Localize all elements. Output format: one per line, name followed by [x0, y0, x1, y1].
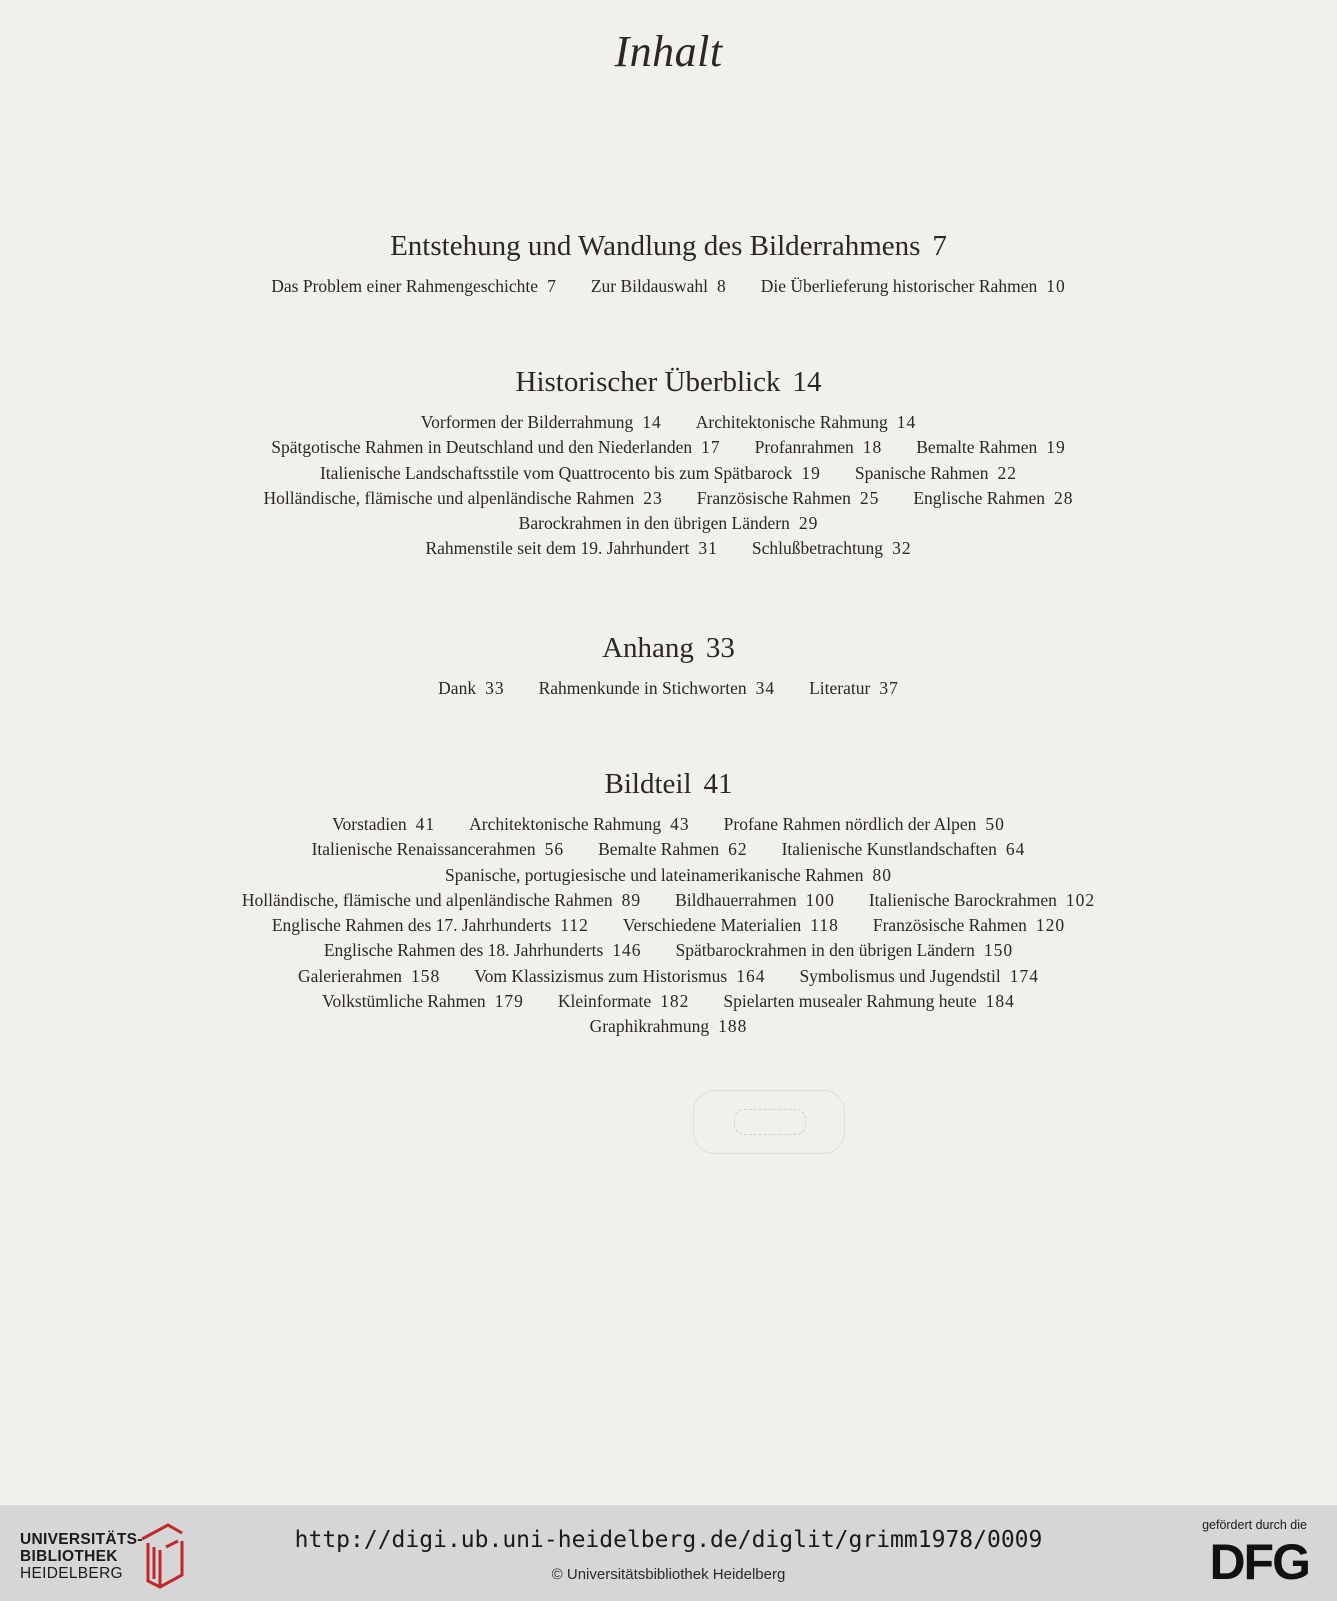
toc-entry — [697, 486, 880, 511]
library-stamp — [693, 1090, 845, 1154]
toc-entry-label: Profanrahmen — [754, 437, 854, 458]
section-heading — [0, 630, 1337, 666]
toc-line — [0, 410, 1337, 435]
copyright-notice: © Universitätsbibliothek Heidelberg — [551, 1566, 786, 1583]
toc-entry — [271, 435, 720, 460]
toc-line — [0, 486, 1337, 511]
toc-entry-label: Bemalte Rahmen — [916, 437, 1038, 458]
toc-entry — [263, 486, 662, 511]
toc-entry-label: Italienische Kunstlandschaften — [781, 839, 997, 860]
toc-entry-page: 120 — [1035, 915, 1066, 936]
toc-entry-label: Die Überlieferung historischer Rahmen — [760, 276, 1038, 296]
toc-entry — [623, 913, 839, 938]
toc-entry — [445, 863, 892, 888]
toc-entry-page: 146 — [612, 940, 642, 961]
dfg-logo: DFG — [1209, 1534, 1309, 1590]
toc-entry-label: Architektonische Rahmung — [695, 412, 888, 432]
toc-entry — [332, 812, 435, 837]
toc-entry-label: Italienische Barockrahmen — [868, 889, 1057, 910]
toc-entry-page: 118 — [810, 915, 839, 936]
toc-entry-label: Spanische, portugiesische und lateinamerikanische Rahmen — [445, 864, 864, 885]
toc-entry-page: 188 — [718, 1016, 748, 1037]
toc-entry — [539, 676, 776, 701]
toc-entry-label: Englische Rahmen des 18. Jahrhunderts — [323, 940, 604, 961]
toc-entry-label: Französische Rahmen — [872, 915, 1027, 936]
toc-entry-label: Kleinformate — [557, 991, 652, 1012]
toc-entry-page: 34 — [755, 678, 776, 698]
toc-entry — [324, 938, 642, 963]
toc-entry-page: 33 — [485, 678, 505, 698]
toc-entry — [855, 461, 1017, 486]
section-heading — [0, 364, 1337, 400]
toc-entry-page: 112 — [560, 915, 589, 936]
toc-entry-page: 89 — [621, 889, 642, 910]
toc-section — [0, 228, 1337, 299]
logo-line: UNIVERSITÄTS- — [20, 1531, 143, 1548]
toc-line — [0, 888, 1337, 913]
toc-entry — [799, 964, 1039, 989]
toc-entry-page: 32 — [892, 538, 912, 559]
toc-line — [0, 812, 1337, 837]
toc-entry-page: 19 — [1046, 437, 1066, 458]
toc-entry-label: Schlußbetrachtung — [751, 538, 884, 559]
toc-entry — [421, 410, 662, 435]
toc-entry-label: Spanische Rahmen — [854, 462, 989, 483]
toc-entry-page: 56 — [544, 839, 565, 860]
toc-entry-label: Bemalte Rahmen — [598, 839, 720, 860]
toc-entry — [322, 989, 524, 1014]
toc-entry — [474, 964, 765, 989]
toc-entry-page: 14 — [642, 412, 662, 432]
toc-entry — [438, 676, 504, 701]
toc-entry — [425, 536, 717, 561]
toc-entry — [869, 888, 1095, 913]
toc-line — [0, 837, 1337, 862]
toc-entry-label: Rahmenkunde in Stichworten — [538, 678, 747, 698]
toc-entry-label: Vom Klassizismus zum Historismus — [474, 965, 728, 986]
toc-entry — [676, 938, 1014, 963]
toc-entry-label: Dank — [438, 678, 477, 698]
toc-entry — [675, 888, 835, 913]
section-title: Bildteil — [604, 768, 692, 800]
toc-entry — [782, 837, 1026, 862]
toc-entry-page: 31 — [698, 538, 718, 559]
toc-entry-page: 102 — [1065, 889, 1096, 910]
toc-entry — [271, 274, 557, 299]
section-title: Entstehung und Wandlung des Bilderrahmens — [390, 230, 921, 262]
toc-entry-page: 158 — [410, 965, 441, 986]
toc-entry-label: Spielarten musealer Rahmung heute — [723, 991, 977, 1012]
toc-entry-label: Vorformen der Bilderrahmung — [420, 412, 634, 432]
toc-entry-page: 19 — [801, 462, 821, 483]
toc-entry-label: Symbolismus und Jugendstil — [799, 965, 1001, 986]
toc-entry-label: Literatur — [809, 678, 871, 698]
toc-entry — [298, 964, 440, 989]
toc-entry-page: 182 — [660, 991, 690, 1012]
toc-section — [0, 766, 1337, 1040]
toc-entry — [873, 913, 1065, 938]
toc-entry-page: 14 — [896, 412, 917, 432]
section-title: Anhang — [602, 632, 694, 664]
toc-entry-label: Italienische Renaissancerahmen — [311, 839, 536, 860]
stamp-mark — [734, 1109, 806, 1135]
toc-entry — [272, 913, 589, 938]
toc-entry-label: Italienische Landschaftsstile vom Quattrocento bis zum Spätbarock — [319, 462, 793, 483]
toc-line — [0, 964, 1337, 989]
toc-entry-label: Galerierahmen — [298, 965, 402, 986]
toc-line — [0, 461, 1337, 486]
toc-entry — [916, 435, 1066, 460]
toc-entry — [320, 461, 821, 486]
toc-entry-page: 28 — [1054, 487, 1074, 508]
toc-entry — [598, 837, 748, 862]
toc-entry-page: 29 — [798, 513, 819, 534]
toc-entry-page: 18 — [862, 437, 883, 458]
section-title: Historischer Überblick — [515, 366, 781, 398]
toc-entry-page: 179 — [494, 991, 524, 1012]
toc-entry-label: Holländische, flämische und alpenländische Rahmen — [241, 889, 613, 910]
section-page-number: 41 — [703, 768, 733, 800]
toc-entry — [752, 536, 912, 561]
toc-entry-page: 41 — [415, 814, 436, 834]
toc-entry-page: 174 — [1009, 965, 1039, 986]
toc-entry-label: Verschiedene Materialien — [622, 915, 802, 936]
toc-entry — [519, 511, 819, 536]
toc-entry-label: Englische Rahmen des 17. Jahrhunderts — [271, 915, 552, 936]
toc-entry — [469, 812, 689, 837]
toc-entry-label: Spätgotische Rahmen in Deutschland und den Niederlanden — [271, 437, 693, 458]
section-page-number: 33 — [705, 632, 735, 664]
section-heading — [0, 228, 1337, 264]
funding-note: gefördert durch die — [1202, 1518, 1307, 1532]
logo-line: BIBLIOTHEK — [20, 1548, 118, 1565]
toc-line — [0, 435, 1337, 460]
toc-entry-page: 184 — [985, 991, 1015, 1012]
toc-line — [0, 676, 1337, 701]
toc-section — [0, 364, 1337, 562]
toc-entry — [590, 1014, 748, 1039]
page-title: Inhalt — [614, 27, 723, 76]
toc-entry-label: Holländische, flämische und alpenländische Rahmen — [263, 487, 635, 508]
toc-entry-page: 80 — [872, 864, 892, 885]
toc-line — [0, 863, 1337, 888]
toc-line — [0, 1014, 1337, 1039]
toc-entry-page: 43 — [670, 814, 690, 834]
toc-entry — [809, 676, 899, 701]
toc-line — [0, 536, 1337, 561]
section-page-number: 14 — [792, 366, 822, 398]
toc-entry-label: Englische Rahmen — [913, 487, 1046, 508]
toc-entry-label: Barockrahmen in den übrigen Ländern — [518, 513, 790, 534]
toc-entry-label: Zur Bildauswahl — [590, 276, 708, 296]
toc-line — [0, 938, 1337, 963]
toc-entry-page: 25 — [859, 487, 880, 508]
toc-line — [0, 274, 1337, 299]
toc-entry-page: 17 — [701, 437, 721, 458]
toc-entry-page: 37 — [879, 678, 899, 698]
toc-entry — [312, 837, 565, 862]
section-heading — [0, 766, 1337, 802]
toc-entry-label: Rahmenstile seit dem 19. Jahrhundert — [425, 538, 690, 559]
toc-entry — [755, 435, 883, 460]
toc-entry-page: 50 — [985, 814, 1005, 834]
toc-entry — [913, 486, 1073, 511]
toc-entry-label: Spätbarockrahmen in den übrigen Ländern — [675, 940, 975, 961]
toc-entry — [558, 989, 690, 1014]
document-url-link[interactable]: http://digi.ub.uni-heidelberg.de/diglit/grimm1978/0009 — [294, 1527, 1043, 1553]
toc-entry-label: Vorstadien — [332, 814, 407, 834]
toc-line — [0, 511, 1337, 536]
toc-entry — [591, 274, 727, 299]
toc-entry-page: 22 — [997, 462, 1018, 483]
toc-entry-page: 100 — [805, 889, 835, 910]
toc-entry-page: 64 — [1005, 839, 1026, 860]
toc-entry-label: Graphikrahmung — [589, 1016, 710, 1037]
section-page-number: 7 — [932, 230, 947, 262]
toc-entry — [242, 888, 641, 913]
toc-entry-page: 7 — [547, 276, 557, 296]
toc-entry-label: Architektonische Rahmung — [469, 814, 662, 834]
logo-line: HEIDELBERG — [20, 1565, 123, 1582]
toc-entry — [696, 410, 916, 435]
toc-entry-page: 150 — [983, 940, 1014, 961]
toc-entry-page: 10 — [1046, 276, 1066, 296]
toc-entry-page: 62 — [728, 839, 748, 860]
toc-entry-label: Volkstümliche Rahmen — [322, 991, 486, 1012]
toc-entry-label: Das Problem einer Rahmengeschichte — [271, 276, 539, 296]
footer-bar — [0, 1505, 1337, 1601]
toc-entry — [761, 274, 1066, 299]
toc-entry-label: Bildhauerrahmen — [675, 889, 797, 910]
toc-entry-page: 8 — [716, 276, 727, 296]
toc-entry — [723, 989, 1014, 1014]
toc-entry-page: 164 — [736, 965, 766, 986]
toc-entry-label: Französische Rahmen — [696, 487, 851, 508]
toc-entry-page: 23 — [643, 487, 663, 508]
toc-line — [0, 913, 1337, 938]
toc-entry-label: Profane Rahmen nördlich der Alpen — [723, 814, 977, 834]
toc-section — [0, 630, 1337, 701]
toc-entry — [724, 812, 1005, 837]
toc-line — [0, 989, 1337, 1014]
